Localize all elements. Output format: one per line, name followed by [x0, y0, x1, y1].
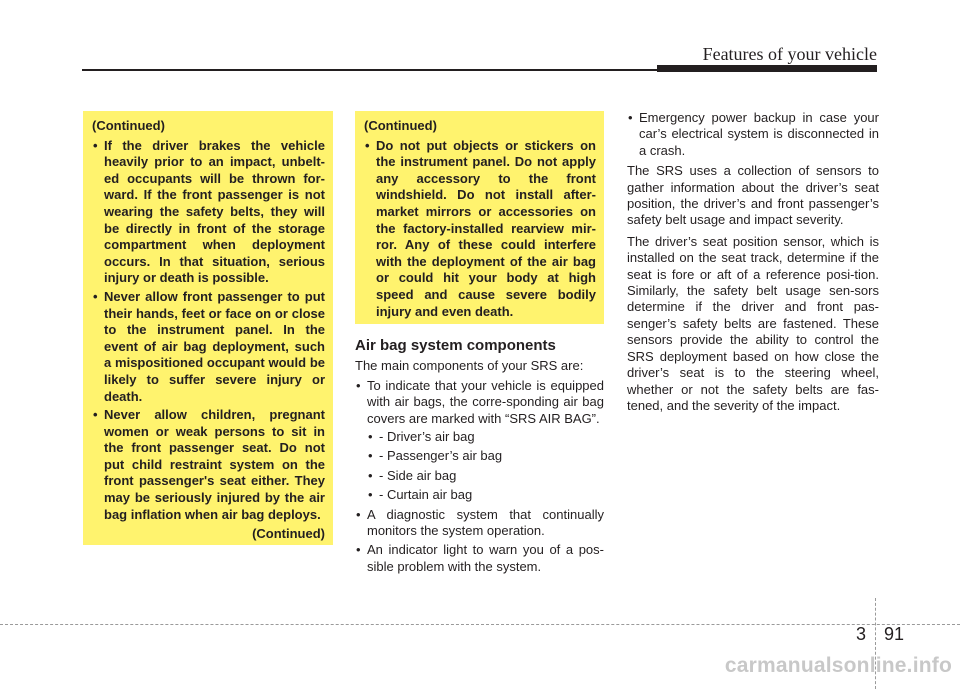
warning-item: • If the driver brakes the vehicle heavily prior to an impact, unbelt-ed occupants will be thrown for-ward. If the front passenger is not wearing the safety belts, they will be directly in front of the storage compartment when deployment occurs. In that situation, serious injury or death is possible.: [92, 138, 325, 287]
chapter-number: 3: [856, 624, 867, 644]
right-column: [627, 110, 879, 419]
page-header-title: Features of your vehicle: [702, 44, 877, 64]
airbag-subitem: • - Side air bag: [367, 468, 604, 484]
airbag-sublist: [367, 429, 604, 504]
warning-list: [92, 138, 325, 524]
warning-box-left: [83, 111, 333, 545]
warning-item: • Never allow front passenger to put their hands, feet or face on or close to the instrument panel. In the event of air bag deployment, such a mispositioned occupant would be likely to suffer severe injury or death.: [92, 289, 325, 405]
footer-divider: [0, 624, 960, 625]
airbag-subitem: • - Passenger’s air bag: [367, 448, 604, 464]
component-list: [355, 378, 604, 575]
watermark-text: carmanualsonline.info: [724, 654, 952, 677]
continued-label: (Continued): [252, 526, 325, 542]
srs-components-section: [355, 338, 604, 578]
warning-list: [364, 138, 596, 321]
component-item-text: To indicate that your vehicle is equipped with air bags, the corre-sponding air bag covers are marked with “SRS AIR BAG”.: [367, 377, 604, 426]
page-number: 91: [884, 624, 905, 644]
warning-item: • Do not put objects or stickers on the instrument panel. Do not apply any accessory to the front windshield. Do not install after-market mirrors or accessories on the factory-installed rearview mir-ror. Any of these could interfere with the deployment of the air bag or could hit your body at high speed and cause severe bodily injury and even death.: [364, 138, 596, 321]
body-paragraph: The driver’s seat position sensor, which is installed on the seat track, determine if the seat is fore or aft of a reference posi-tion. Similarly, the safety belt usage sen-sors determine if the driver and front pas-senger’s safety belts are fastened. These sensors provide the ability to control the SRS deployment based on how close the driver’s seat is to the steering wheel, whether or not the safety belts are fas-tened, and the severity of the impact.: [627, 233, 879, 413]
component-list-continued: [627, 110, 879, 159]
component-item: • A diagnostic system that continually monitors the system operation.: [355, 507, 604, 540]
body-paragraph: The SRS uses a collection of sensors to gather information about the driver’s seat position, the driver’s and front passenger’s safety belt usage and impact severity.: [627, 163, 879, 228]
section-intro: The main components of your SRS are:: [355, 358, 584, 374]
section-heading: Air bag system components: [355, 337, 556, 354]
continued-label: (Continued): [364, 118, 437, 133]
warning-box-middle: [355, 111, 604, 324]
airbag-subitem: • - Driver’s air bag: [367, 429, 604, 445]
component-item: • An indicator light to warn you of a pos-sible problem with the system.: [355, 542, 604, 575]
component-item: [355, 378, 604, 504]
component-item: • Emergency power backup in case your car’s electrical system is disconnected in a crash.: [627, 110, 879, 159]
header-rule-thick: [657, 65, 877, 72]
warning-item: • Never allow children, pregnant women or weak persons to sit in the front passenger seat. Do not put child restraint system on the front passenger's seat either. They may be seriously injured by the air bag inflation when air bag deploys.: [92, 407, 325, 523]
airbag-subitem: • - Curtain air bag: [367, 487, 604, 503]
continued-label: (Continued): [92, 118, 165, 133]
header-rule-thin: [82, 69, 657, 71]
